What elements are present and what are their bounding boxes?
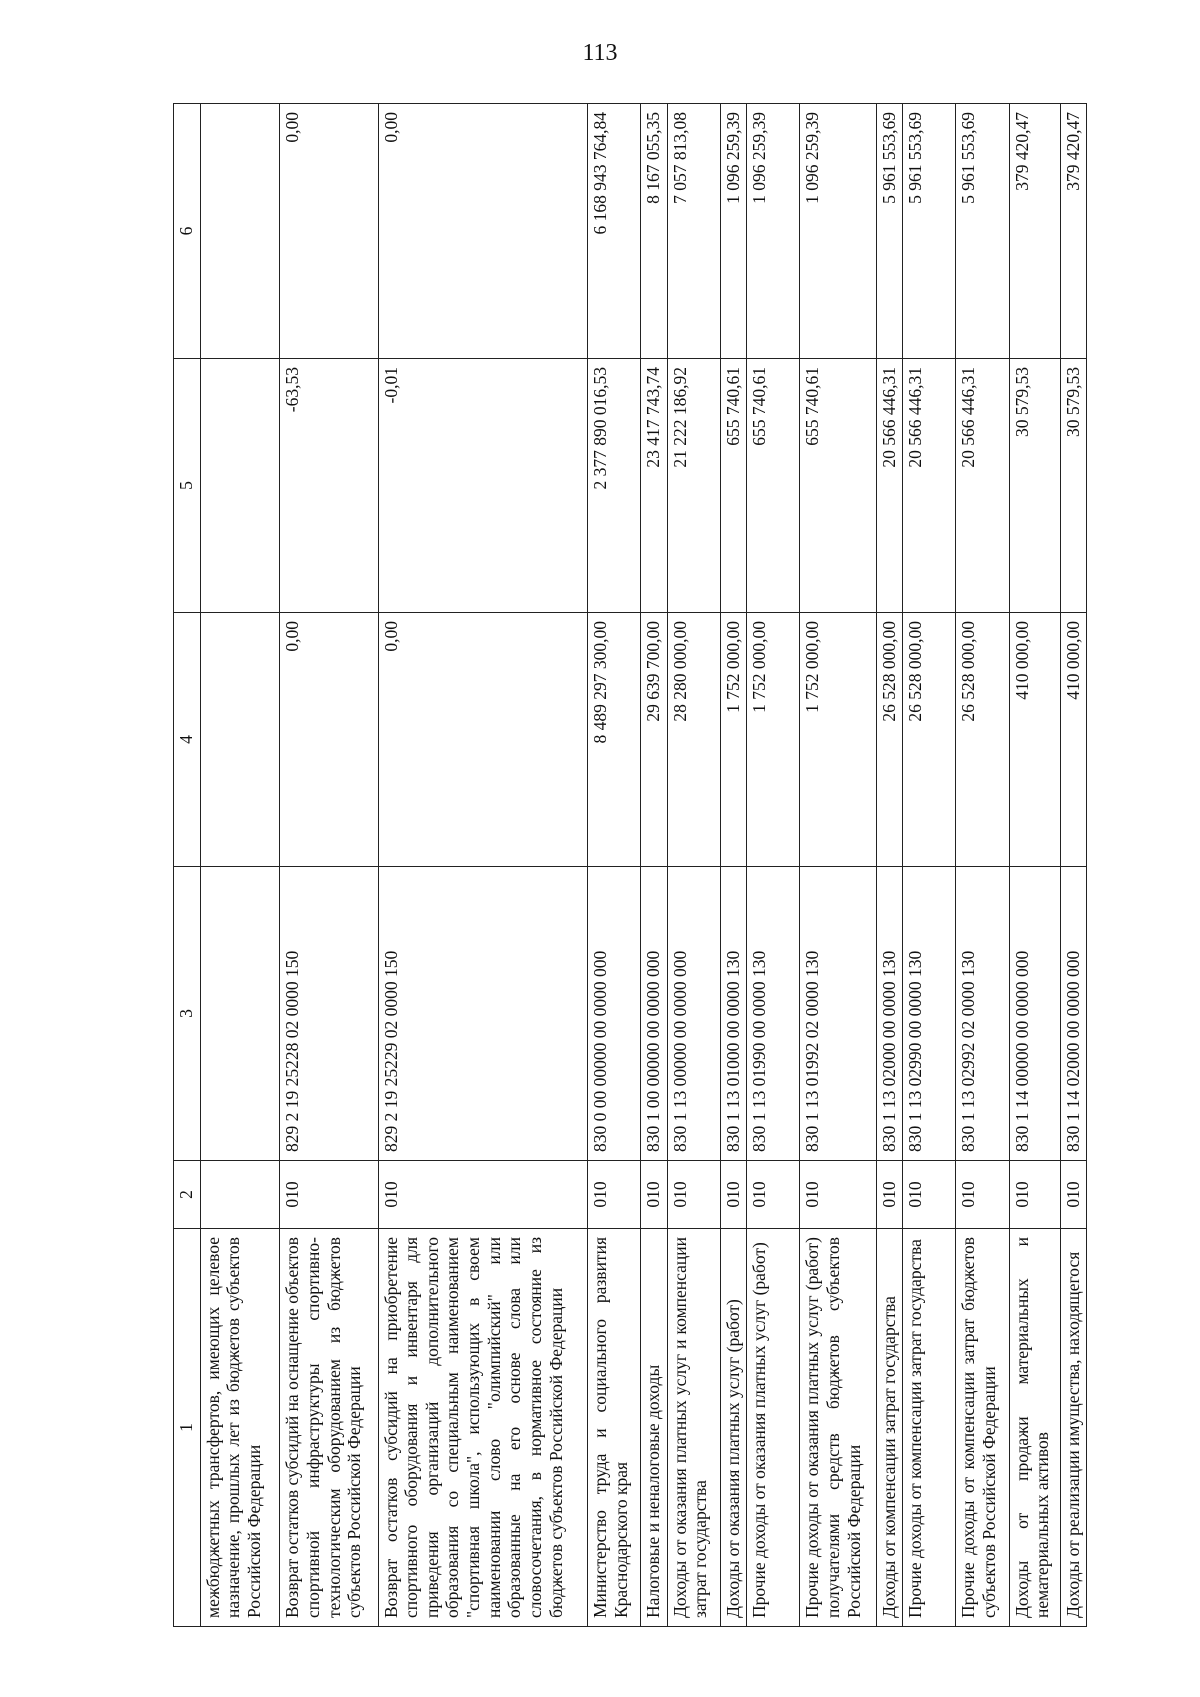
row-approved-amount: 0,00: [280, 613, 378, 867]
row-budget-code: 830 1 13 01992 02 0000 130: [800, 867, 877, 1161]
row-name: Доходы от компенсации затрат государства: [876, 1229, 902, 1627]
table-row: [800, 104, 877, 1627]
row-line-code: 010: [956, 1161, 1009, 1229]
row-approved-amount: 410 000,00: [1060, 613, 1086, 867]
row-unexecuted-amount: 379 420,47: [1009, 104, 1060, 359]
row-name: Возврат остатков субсидий на оснащение объектов спортивной инфраструктуры спортивно-технологическим оборудованием из бюджетов субъектов Российской Федерации: [280, 1229, 378, 1627]
row-line-code: 010: [747, 1161, 800, 1229]
row-name: Прочие доходы от оказания платных услуг (работ): [747, 1229, 800, 1627]
row-executed-amount: 655 740,61: [747, 359, 800, 613]
row-line-code: 010: [720, 1161, 746, 1229]
table-row: [378, 104, 588, 1627]
row-budget-code: 830 1 13 02990 00 0000 130: [903, 867, 956, 1161]
row-name: межбюджетных трансфертов, имеющих целевое назначение, прошлых лет из бюджетов субъектов Российской Федерации: [200, 1229, 280, 1627]
header-col-3: 3: [174, 867, 201, 1161]
row-line-code: 010: [667, 1161, 720, 1229]
row-unexecuted-amount: 1 096 259,39: [720, 104, 746, 359]
row-budget-code: 830 1 13 02000 00 0000 130: [876, 867, 902, 1161]
table-row: [588, 104, 641, 1627]
row-budget-code: 830 1 14 02000 00 0000 000: [1060, 867, 1086, 1161]
row-line-code: 010: [903, 1161, 956, 1229]
row-approved-amount: 26 528 000,00: [956, 613, 1009, 867]
row-executed-amount: 23 417 743,74: [641, 359, 667, 613]
row-approved-amount: 26 528 000,00: [876, 613, 902, 867]
row-budget-code: 830 1 13 01000 00 0000 130: [720, 867, 746, 1161]
rotated-table-container: [173, 104, 1087, 1627]
table-row: [641, 104, 667, 1627]
row-budget-code: 830 1 14 00000 00 0000 000: [1009, 867, 1060, 1161]
row-unexecuted-amount: 1 096 259,39: [747, 104, 800, 359]
row-unexecuted-amount: 6 168 943 764,84: [588, 104, 641, 359]
row-name: Прочие доходы от компенсации затрат бюджетов субъектов Российской Федерации: [956, 1229, 1009, 1627]
table-row: [667, 104, 720, 1627]
row-line-code: 010: [1060, 1161, 1086, 1229]
row-line-code: 010: [876, 1161, 902, 1229]
row-line-code: 010: [588, 1161, 641, 1229]
row-name: Налоговые и неналоговые доходы: [641, 1229, 667, 1627]
row-unexecuted-amount: 5 961 553,69: [956, 104, 1009, 359]
row-unexecuted-amount: 379 420,47: [1060, 104, 1086, 359]
row-executed-amount: 30 579,53: [1060, 359, 1086, 613]
table-row: [1060, 104, 1086, 1627]
header-col-5: 5: [174, 359, 201, 613]
row-name: Прочие доходы от компенсации затрат государства: [903, 1229, 956, 1627]
row-unexecuted-amount: 7 057 813,08: [667, 104, 720, 359]
row-executed-amount: -0,01: [378, 359, 588, 613]
header-col-4: 4: [174, 613, 201, 867]
row-approved-amount: 8 489 297 300,00: [588, 613, 641, 867]
row-executed-amount: 20 566 446,31: [903, 359, 956, 613]
row-unexecuted-amount: 0,00: [378, 104, 588, 359]
row-executed-amount: 655 740,61: [800, 359, 877, 613]
row-budget-code: 829 2 19 25228 02 0000 150: [280, 867, 378, 1161]
row-executed-amount: 30 579,53: [1009, 359, 1060, 613]
table-row: [903, 104, 956, 1627]
row-line-code: 010: [800, 1161, 877, 1229]
row-approved-amount: 26 528 000,00: [903, 613, 956, 867]
table-row: [747, 104, 800, 1627]
table-row: [876, 104, 902, 1627]
row-executed-amount: 2 377 890 016,53: [588, 359, 641, 613]
row-name: Доходы от оказания платных услуг (работ): [720, 1229, 746, 1627]
header-col-6: 6: [174, 104, 201, 359]
row-name: Прочие доходы от оказания платных услуг (работ) получателями средств бюджетов субъектов Российской Федерации: [800, 1229, 877, 1627]
header-col-2: 2: [174, 1161, 201, 1229]
row-executed-amount: 20 566 446,31: [876, 359, 902, 613]
row-approved-amount: 1 752 000,00: [747, 613, 800, 867]
row-line-code: 010: [280, 1161, 378, 1229]
row-name: Возврат остатков субсидий на приобретение спортивного оборудования и инвентаря для приведения организаций дополнительного образования со специальным наименованием "спортивная школа", использующих в своем наименовании слово "олимпийский" или образованные на его основе слова или словосочетания, в нормативное состояние из бюджетов субъектов Российской Федерации: [378, 1229, 588, 1627]
row-budget-code: [200, 867, 280, 1161]
row-budget-code: 830 1 13 02992 02 0000 130: [956, 867, 1009, 1161]
row-name: Доходы от продажи материальных и нематериальных активов: [1009, 1229, 1060, 1627]
row-budget-code: 830 0 00 00000 00 0000 000: [588, 867, 641, 1161]
row-budget-code: 829 2 19 25229 02 0000 150: [378, 867, 588, 1161]
row-line-code: 010: [1009, 1161, 1060, 1229]
row-line-code: [200, 1161, 280, 1229]
revenue-table: [173, 103, 1087, 1627]
row-approved-amount: 1 752 000,00: [800, 613, 877, 867]
row-executed-amount: 21 222 186,92: [667, 359, 720, 613]
row-approved-amount: 410 000,00: [1009, 613, 1060, 867]
header-col-1: 1: [174, 1229, 201, 1627]
row-unexecuted-amount: 0,00: [280, 104, 378, 359]
row-executed-amount: [200, 359, 280, 613]
table-row: [956, 104, 1009, 1627]
page-number: 113: [582, 40, 618, 66]
row-executed-amount: 20 566 446,31: [956, 359, 1009, 613]
row-approved-amount: 1 752 000,00: [720, 613, 746, 867]
row-line-code: 010: [641, 1161, 667, 1229]
row-approved-amount: 0,00: [378, 613, 588, 867]
table-row: [720, 104, 746, 1627]
row-unexecuted-amount: [200, 104, 280, 359]
row-unexecuted-amount: 8 167 055,35: [641, 104, 667, 359]
table-row: [280, 104, 378, 1627]
row-approved-amount: [200, 613, 280, 867]
row-name: Министерство труда и социального развития Краснодарского края: [588, 1229, 641, 1627]
row-name: Доходы от оказания платных услуг и компенсации затрат государства: [667, 1229, 720, 1627]
row-executed-amount: 655 740,61: [720, 359, 746, 613]
row-budget-code: 830 1 13 01990 00 0000 130: [747, 867, 800, 1161]
row-unexecuted-amount: 5 961 553,69: [903, 104, 956, 359]
row-unexecuted-amount: 1 096 259,39: [800, 104, 877, 359]
row-budget-code: 830 1 00 00000 00 0000 000: [641, 867, 667, 1161]
row-name: Доходы от реализации имущества, находящегося: [1060, 1229, 1086, 1627]
table-header-row: [174, 104, 201, 1627]
row-executed-amount: -63,53: [280, 359, 378, 613]
row-approved-amount: 28 280 000,00: [667, 613, 720, 867]
table-row: [1009, 104, 1060, 1627]
row-line-code: 010: [378, 1161, 588, 1229]
row-unexecuted-amount: 5 961 553,69: [876, 104, 902, 359]
table-row: [200, 104, 280, 1627]
row-budget-code: 830 1 13 00000 00 0000 000: [667, 867, 720, 1161]
row-approved-amount: 29 639 700,00: [641, 613, 667, 867]
